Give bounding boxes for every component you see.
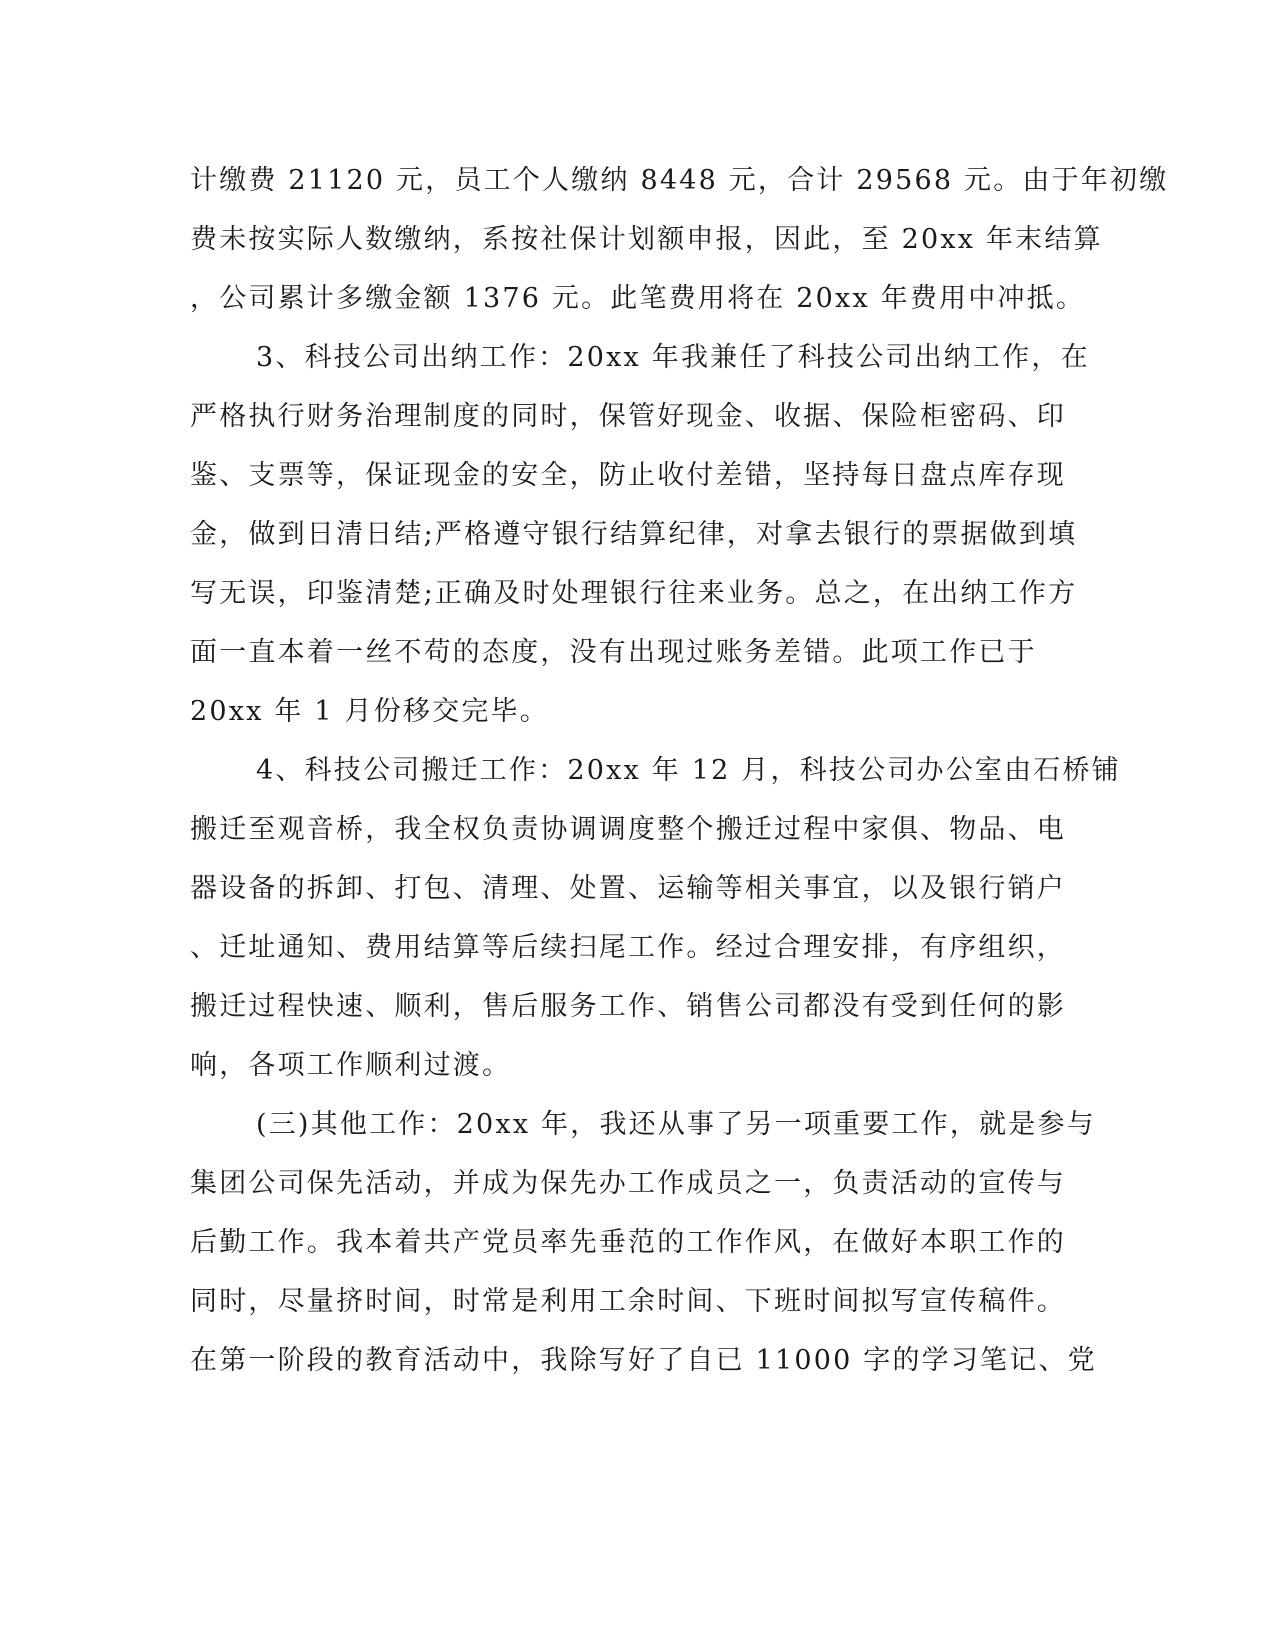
text-line: 鉴、支票等，保证现金的安全，防止收付差错，坚持每日盘点库存现 — [190, 460, 1066, 491]
text-line: 器设备的拆卸、打包、清理、处置、运输等相关事宜，以及银行销户 — [190, 873, 1066, 904]
text-line: 后勤工作。我本着共产党员率先垂范的工作作风，在做好本职工作的 — [190, 1227, 1066, 1258]
text-line: 计缴费 21120 元，员工个人缴纳 8448 元，合计 29568 元。由于年初缴 — [190, 165, 1169, 196]
text-line: 集团公司保先活动，并成为保先办工作成员之一，负责活动的宣传与 — [190, 1168, 1066, 1199]
text-line: 同时，尽量挤时间，时常是利用工余时间、下班时间拟写宣传稿件。 — [190, 1286, 1066, 1317]
text-line: 面一直本着一丝不苟的态度，没有出现过账务差错。此项工作已于 — [190, 637, 1037, 668]
text-line: 严格执行财务治理制度的同时，保管好现金、收据、保险柜密码、印 — [190, 401, 1066, 432]
text-line: 搬迁至观音桥，我全权负责协调调度整个搬迁过程中家俱、物品、电 — [190, 814, 1066, 845]
paragraph-start-line: (三)其他工作：20xx 年，我还从事了另一项重要工作，就是参与 — [256, 1109, 1096, 1140]
paragraph-start-line: 3、科技公司出纳工作：20xx 年我兼任了科技公司出纳工作，在 — [256, 342, 1090, 373]
text-line: 写无误，印鉴清楚;正确及时处理银行往来业务。总之，在出纳工作方 — [190, 578, 1078, 609]
text-line: 费未按实际人数缴纳，系按社保计划额申报，因此，至 20xx 年末结算 — [190, 224, 1103, 255]
text-line: 在第一阶段的教育活动中，我除写好了自已 11000 字的学习笔记、党 — [190, 1345, 1097, 1376]
text-line: 响，各项工作顺利过渡。 — [190, 1050, 512, 1081]
text-line: 、迁址通知、费用结算等后续扫尾工作。经过合理安排，有序组织， — [190, 932, 1066, 963]
text-line: 搬迁过程快速、顺利，售后服务工作、销售公司都没有受到任何的影 — [190, 991, 1066, 1022]
text-line: 金，做到日清日结;严格遵守银行结算纪律，对拿去银行的票据做到填 — [190, 519, 1078, 550]
text-line: 20xx 年 1 月份移交完毕。 — [190, 696, 549, 727]
paragraph-start-line: 4、科技公司搬迁工作：20xx 年 12 月，科技公司办公室由石桥铺 — [256, 755, 1121, 786]
text-line: ，公司累计多缴金额 1376 元。此笔费用将在 20xx 年费用中冲抵。 — [190, 283, 1086, 314]
